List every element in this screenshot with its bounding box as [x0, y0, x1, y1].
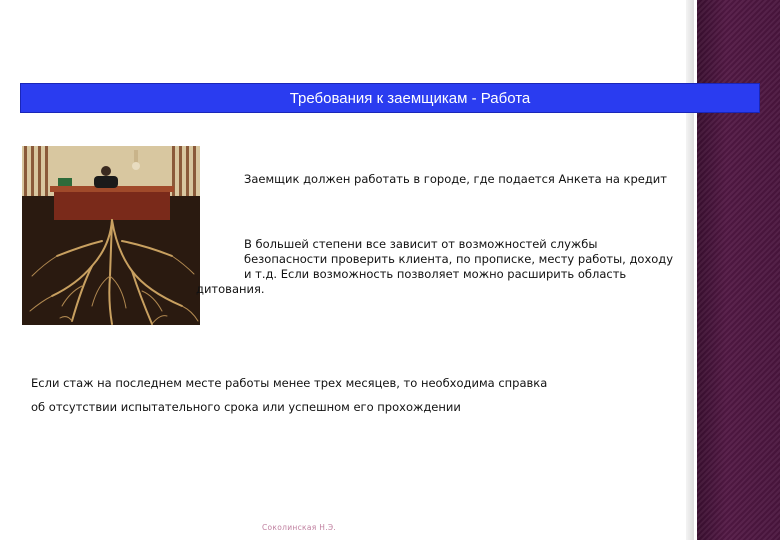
title-bar [20, 83, 760, 113]
experience-note-line: об отсутствии испытательного срока или успешном его прохождении [31, 400, 461, 414]
paragraph-line: и т.д. Если возможность позволяет можно расширить область [244, 267, 627, 281]
paragraph-line: дитования. [196, 282, 265, 296]
experience-note-line: Если стаж на последнем месте работы менее трех месяцев, то необходима справка [31, 376, 548, 390]
paragraph-line: В большей степени все зависит от возможностей службы [244, 237, 598, 251]
paragraph-line: безопасности проверить клиента, по прописке, месту работы, доходу [244, 252, 674, 266]
slide-title: Требования к заемщикам - Работа [289, 89, 531, 107]
paragraph-work-city: Заемщик должен работать в городе, где подается Анкета на кредит [244, 172, 667, 186]
author-footer: Соколинская Н.Э. [262, 523, 337, 532]
paragraph-security-service [196, 237, 744, 297]
illustration-desk-roots [22, 146, 200, 325]
